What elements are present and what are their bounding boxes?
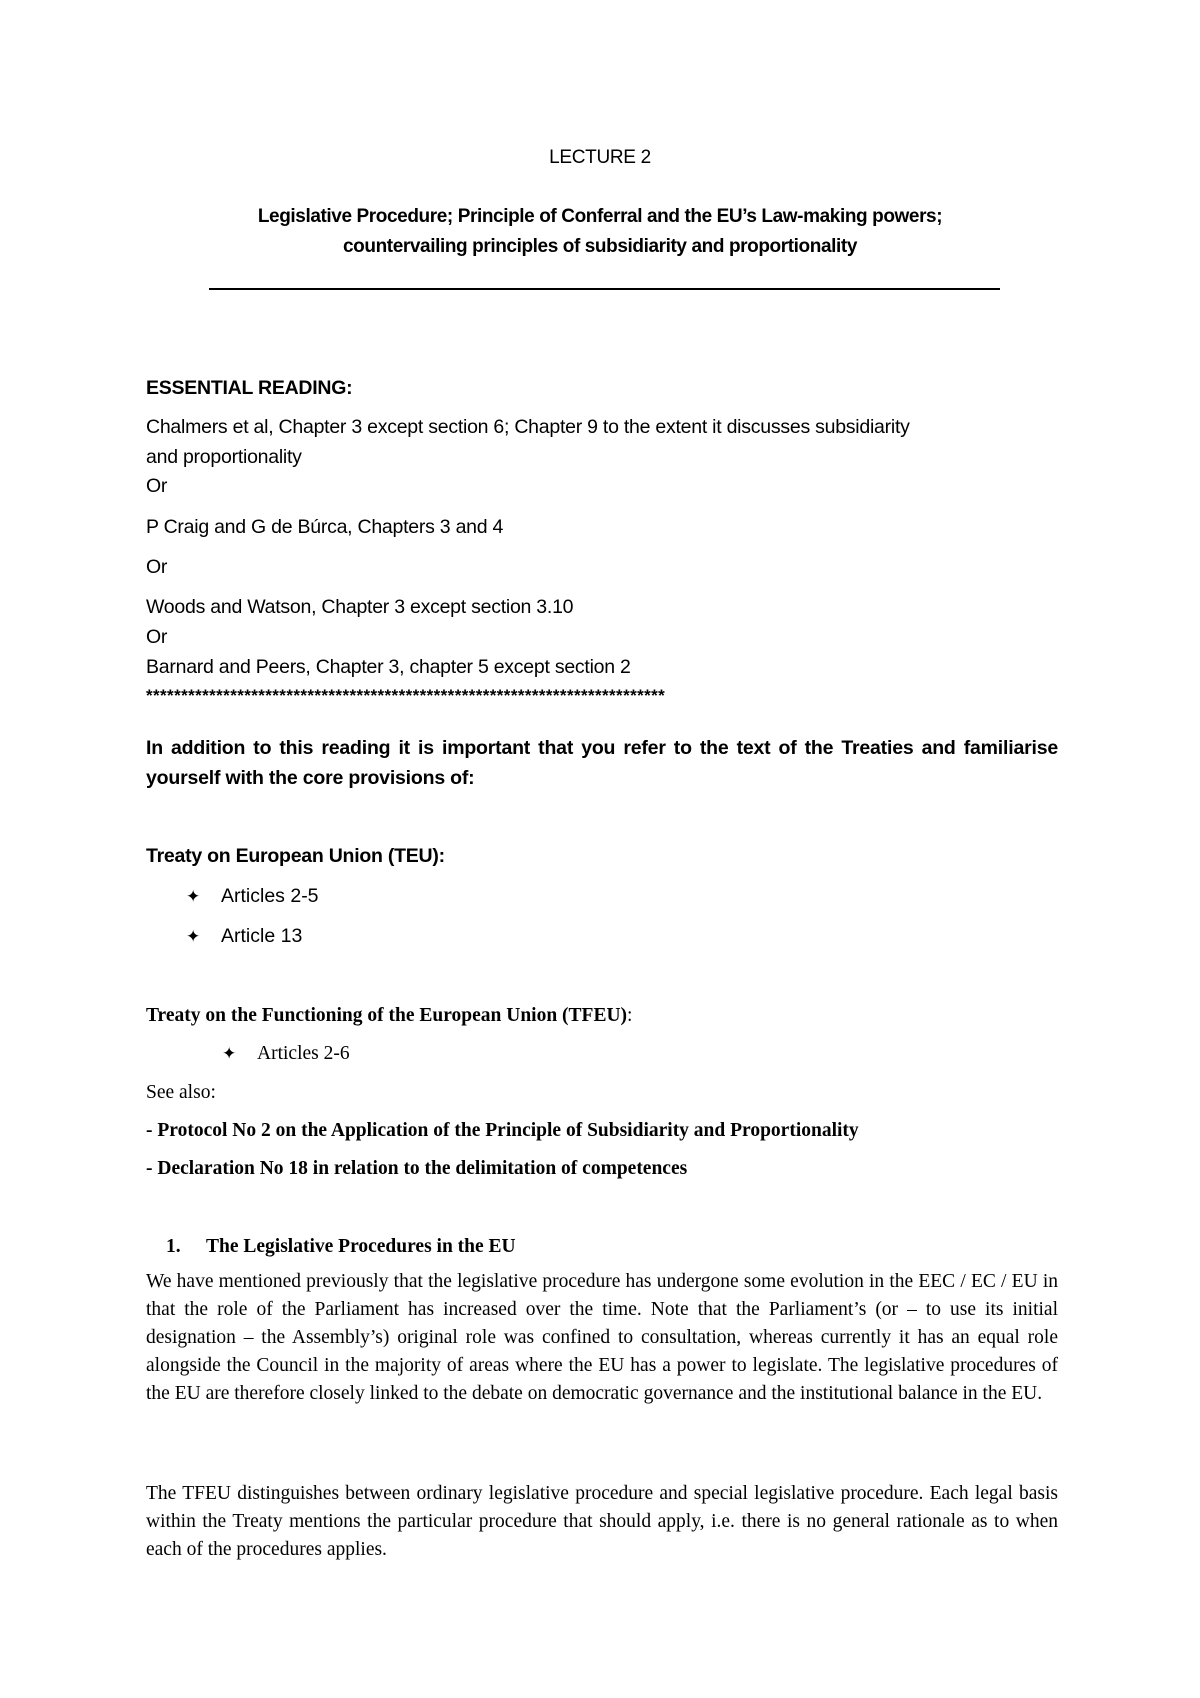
subtitle-line-1: Legislative Procedure; Principle of Conferral and the EU’s Law-making powers; bbox=[257, 206, 943, 227]
tfeu-heading-text: Treaty on the Functioning of the European Union (TFEU) bbox=[146, 1005, 628, 1026]
list-item bbox=[186, 885, 319, 908]
tfeu-heading bbox=[146, 1005, 632, 1027]
reading-chalmers-line-2: and proportionality bbox=[146, 446, 302, 468]
subtitle-line-2: countervailing principles of subsidiarity and proportionality bbox=[342, 236, 857, 257]
teu-item-label: Article 13 bbox=[221, 925, 303, 947]
reading-chalmers-line-1: Chalmers et al, Chapter 3 except section 6; Chapter 9 to the extent it discusses subsidiarity bbox=[146, 416, 910, 438]
section-paragraph-1: We have mentioned previously that the legislative procedure has undergone some evolution in the EEC / EC / EU in that the role of the Parliament has increased over the time. Note that the Parliament’s (or – to use its initial designation – the Assembly’s) original role was confined to consultation, whereas currently it has an equal role alongside the Council in the majority of areas where the EU has a power to legislate. The legislative procedures of the EU are therefore closely linked to the debate on democratic governance and the institutional balance in the EU. bbox=[146, 1271, 1058, 1404]
list-item bbox=[186, 925, 302, 948]
reading-craig: P Craig and G de Búrca, Chapters 3 and 4 bbox=[146, 516, 504, 538]
star-bullet-icon: ✦ bbox=[186, 887, 201, 906]
tfeu-item-label: Articles 2-6 bbox=[257, 1043, 350, 1064]
reading-or-2: Or bbox=[146, 556, 168, 578]
teu-item-label: Articles 2-5 bbox=[221, 885, 319, 907]
section-heading: The Legislative Procedures in the EU bbox=[206, 1236, 516, 1257]
section-paragraph-2: The TFEU distinguishes between ordinary legislative procedure and special legislative procedure. Each legal basis within the Treaty mentions the particular procedure that should apply, i.e. there is no general rationale as to when each of the procedures applies. bbox=[146, 1483, 1058, 1560]
reading-or-1: Or bbox=[146, 475, 168, 497]
declaration-reference: - Declaration No 18 in relation to the delimitation of competences bbox=[146, 1158, 688, 1179]
lecture-title: LECTURE 2 bbox=[549, 147, 651, 168]
see-also-label: See also: bbox=[146, 1082, 216, 1103]
reading-woods: Woods and Watson, Chapter 3 except section 3.10 bbox=[146, 596, 574, 618]
tfeu-heading-colon: : bbox=[627, 1005, 633, 1026]
essential-reading-heading: ESSENTIAL READING: bbox=[146, 377, 353, 399]
reading-barnard: Barnard and Peers, Chapter 3, chapter 5 except section 2 bbox=[146, 656, 631, 678]
list-item bbox=[222, 1043, 350, 1065]
stars-divider: ************************************************************************** bbox=[146, 686, 666, 705]
section-number: 1. bbox=[166, 1236, 181, 1257]
teu-heading: Treaty on European Union (TEU): bbox=[146, 845, 445, 867]
reading-or-3: Or bbox=[146, 626, 168, 648]
star-bullet-icon: ✦ bbox=[222, 1044, 237, 1063]
title-divider bbox=[209, 288, 1000, 290]
star-bullet-icon: ✦ bbox=[186, 927, 201, 946]
protocol-reference: - Protocol No 2 on the Application of the Principle of Subsidiarity and Proportionality bbox=[146, 1120, 859, 1141]
addition-text: In addition to this reading it is important that you refer to the text of the Treaties and familiarise yourself with the core provisions of: bbox=[146, 737, 1058, 789]
